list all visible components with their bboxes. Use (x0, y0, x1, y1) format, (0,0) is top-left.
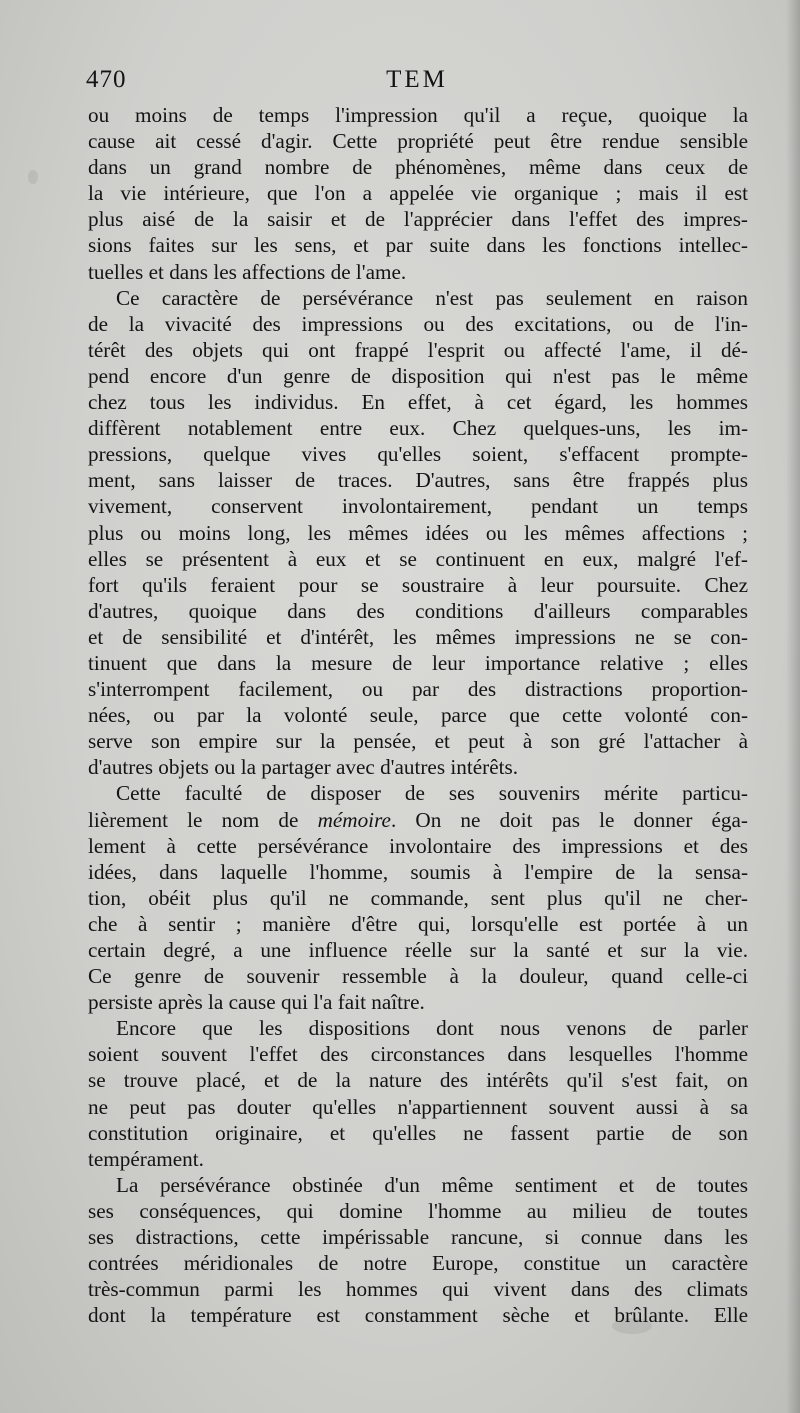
text-line: tinuent que dans la mesure de leur importance relative ; elles (88, 650, 748, 675)
text-line: très-commun parmi les hommes qui vivent dans des climats (88, 1277, 748, 1302)
body-text (88, 102, 748, 1328)
text-line: tuelles et dans les affections de l'ame. (88, 259, 407, 284)
text-line: ment, sans laisser de traces. D'autres, sans être frappés plus (88, 468, 748, 493)
text-line: che à sentir ; manière d'être qui, lorsqu'elle est portée à un (88, 911, 748, 936)
text-line: ses conséquences, qui domine l'homme au milieu de toutes (88, 1198, 748, 1223)
text-line: ou moins de temps l'impression qu'il a reçue, quoique la (88, 103, 748, 127)
text-line: pend encore d'un genre de disposition qui n'est pas le même (88, 363, 748, 388)
text-line: s'interrompent facilement, ou par des distractions proportion- (88, 677, 748, 702)
page-header (86, 66, 748, 100)
text-line: cause ait cessé d'agir. Cette propriété peut être rendue sensible (88, 129, 748, 154)
text-line: et de sensibilité et d'intérêt, les mêmes impressions ne se con- (88, 624, 748, 649)
text-line: tion, obéit plus qu'il ne commande, sent plus qu'il ne cher- (88, 885, 748, 910)
text-line: Ce genre de souvenir ressemble à la douleur, quand celle-ci (88, 964, 748, 989)
text-line: chez tous les individus. En effet, à cet égard, les hommes (88, 390, 748, 415)
text-line: tempérament. (88, 1146, 204, 1171)
text-line: de la vivacité des impressions ou des excitations, ou de l'in- (88, 311, 748, 336)
text-line: sions faites sur les sens, et par suite dans les fonctions intellec- (88, 233, 748, 258)
text-line: serve son empire sur la pensée, et peut à son gré l'attacher à (88, 729, 748, 754)
text-line: nées, ou par la volonté seule, parce que cette volonté con- (88, 703, 748, 728)
text-line: Cette faculté de disposer de ses souvenirs mérite particu- (116, 781, 748, 806)
text-line: d'autres, quoique dans des conditions d'ailleurs comparables (88, 598, 748, 623)
text-line: lièrement le nom de mémoire. On ne doit pas le donner éga- (88, 807, 748, 832)
text-line: plus ou moins long, les mêmes idées ou les mêmes affections ; (88, 520, 748, 545)
text-line: La persévérance obstinée d'un même sentiment et de toutes (116, 1172, 748, 1197)
text-line: ne peut pas douter qu'elles n'appartiennent souvent aussi à sa (88, 1094, 748, 1119)
text-line: soient souvent l'effet des circonstances dans lesquelles l'homme (88, 1042, 748, 1067)
text-line: constitution originaire, et qu'elles ne fassent partie de son (88, 1120, 748, 1145)
text-line: certain degré, a une influence réelle sur la santé et sur la vie. (88, 938, 748, 962)
text-line: diffèrent notablement entre eux. Chez quelques-uns, les im- (88, 416, 748, 441)
text-line: pressions, quelque vives qu'elles soient, s'effacent prompte- (88, 442, 748, 467)
page-number: 470 (86, 66, 127, 93)
text-line: dans un grand nombre de phénomènes, même dans ceux de (88, 155, 748, 180)
text-line: se trouve placé, et de la nature des intérêts qu'il s'est fait, on (88, 1068, 748, 1093)
text-line: d'autres objets ou la partager avec d'autres intérêts. (88, 755, 519, 780)
text-line: térêt des objets qui ont frappé l'esprit ou affecté l'ame, il dé- (88, 337, 748, 362)
text-line: ses distractions, cette impérissable rancune, si connue dans les (88, 1225, 748, 1250)
text-line: dont la température est constamment sèche et brûlante. Elle (88, 1303, 748, 1328)
text-line: contrées méridionales de notre Europe, constitue un caractère (88, 1251, 748, 1276)
text-line: Ce caractère de persévérance n'est pas seulement en raison (116, 285, 748, 310)
italic-term: mémoire (317, 807, 391, 832)
text-line: fort qu'ils feraient pour se soustraire à leur poursuite. Chez (88, 572, 748, 597)
text-line: vivement, conservent involontairement, pendant un temps (88, 494, 748, 519)
running-head: TEM (386, 66, 448, 93)
page-edge-shadow (786, 0, 800, 1413)
text-line: persiste après la cause qui l'a fait naître. (88, 990, 425, 1015)
text-line: elles se présentent à eux et se continuent en eux, malgré l'ef- (88, 546, 748, 571)
text-line: plus aisé de la saisir et de l'apprécier dans l'effet des impres- (88, 207, 748, 232)
text-line: lement à cette persévérance involontaire des impressions et des (88, 833, 748, 858)
text-line: la vie intérieure, que l'on a appelée vie organique ; mais il est (88, 181, 748, 206)
text-line: Encore que les dispositions dont nous venons de parler (116, 1016, 748, 1041)
text-line: idées, dans laquelle l'homme, soumis à l'empire de la sensa- (88, 859, 748, 884)
paper-stain (28, 170, 38, 184)
